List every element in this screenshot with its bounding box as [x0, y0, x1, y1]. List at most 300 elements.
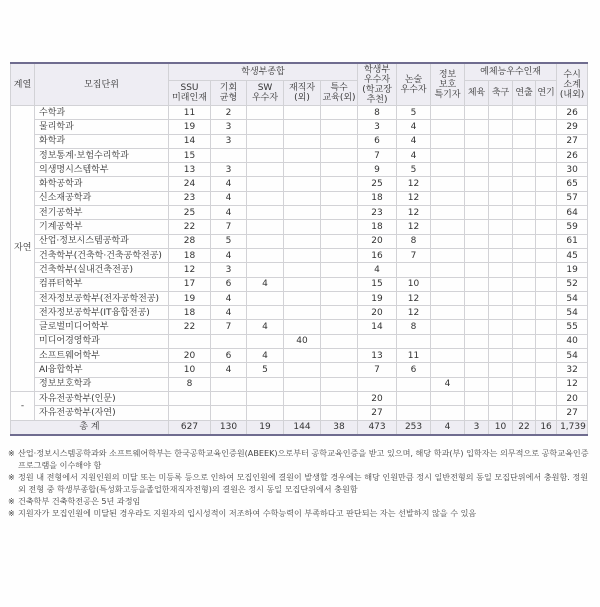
unit-name: 산업·정보시스템공학과	[35, 234, 169, 248]
quota-cell-sw	[247, 391, 284, 405]
quota-cell-act	[536, 306, 557, 320]
unit-name: 소프트웨어학부	[35, 349, 169, 363]
total-cell-sw: 19	[247, 420, 284, 435]
table-row	[11, 148, 588, 162]
table-row	[11, 120, 588, 134]
table-row	[11, 206, 588, 220]
table-row	[11, 391, 588, 405]
header-employed: 재직자 (외)	[284, 81, 321, 106]
quota-cell-sw	[247, 120, 284, 134]
admission-table-wrapper	[10, 62, 588, 436]
quota-cell-soc	[489, 148, 513, 162]
quota-cell-essay: 5	[397, 106, 431, 120]
quota-cell-sw: 4	[247, 320, 284, 334]
table-row	[11, 191, 588, 205]
quota-cell-total: 30	[557, 163, 588, 177]
unit-name: 화학과	[35, 134, 169, 148]
quota-cell-essay: 12	[397, 306, 431, 320]
table-row	[11, 406, 588, 420]
quota-cell-sch	[358, 334, 397, 348]
quota-cell-dir	[513, 320, 536, 334]
quota-cell-ssu: 24	[169, 177, 211, 191]
quota-cell-pe	[465, 406, 489, 420]
quota-cell-emp	[284, 306, 321, 320]
header-acting: 연기	[536, 81, 557, 106]
quota-cell-act	[536, 248, 557, 262]
quota-cell-bal: 6	[211, 349, 247, 363]
quota-cell-spec	[321, 148, 358, 162]
quota-cell-dir	[513, 106, 536, 120]
quota-cell-essay: 5	[397, 163, 431, 177]
quota-cell-essay	[397, 391, 431, 405]
quota-cell-ssu: 19	[169, 120, 211, 134]
table-row	[11, 334, 588, 348]
quota-cell-sch: 16	[358, 248, 397, 262]
quota-cell-soc	[489, 277, 513, 291]
unit-name: 기계공학부	[35, 220, 169, 234]
table-header	[11, 63, 588, 106]
total-cell-pe: 3	[465, 420, 489, 435]
header-pe: 체육	[465, 81, 489, 106]
quota-cell-info	[431, 320, 465, 334]
header-ssu: SSU 미래인재	[169, 81, 211, 106]
quota-cell-pe	[465, 363, 489, 377]
table-row	[11, 106, 588, 120]
quota-cell-ssu: 20	[169, 349, 211, 363]
quota-cell-essay: 4	[397, 134, 431, 148]
quota-cell-ssu: 13	[169, 163, 211, 177]
admission-quota-table	[10, 62, 588, 436]
total-label: 총 계	[11, 420, 169, 435]
quota-cell-act	[536, 220, 557, 234]
quota-cell-spec	[321, 391, 358, 405]
quota-cell-dir	[513, 406, 536, 420]
quota-cell-dir	[513, 263, 536, 277]
header-directing: 연출	[513, 81, 536, 106]
quota-cell-act	[536, 363, 557, 377]
quota-cell-total: 45	[557, 248, 588, 262]
quota-cell-soc	[489, 234, 513, 248]
quota-cell-spec	[321, 306, 358, 320]
quota-cell-sch: 14	[358, 320, 397, 334]
quota-cell-bal: 4	[211, 177, 247, 191]
quota-cell-spec	[321, 377, 358, 391]
quota-cell-bal: 3	[211, 134, 247, 148]
quota-cell-act	[536, 263, 557, 277]
quota-cell-total: 61	[557, 234, 588, 248]
unit-name: 글로벌미디어학부	[35, 320, 169, 334]
quota-cell-act	[536, 291, 557, 305]
quota-cell-soc	[489, 334, 513, 348]
quota-cell-spec	[321, 177, 358, 191]
quota-cell-dir	[513, 191, 536, 205]
unit-name: 전자정보공학부(IT융합전공)	[35, 306, 169, 320]
quota-cell-bal: 4	[211, 248, 247, 262]
quota-cell-soc	[489, 349, 513, 363]
quota-cell-bal	[211, 391, 247, 405]
quota-cell-essay	[397, 406, 431, 420]
table-row	[11, 306, 588, 320]
quota-cell-dir	[513, 163, 536, 177]
quota-cell-emp	[284, 349, 321, 363]
header-sw: SW 우수자	[247, 81, 284, 106]
quota-cell-essay: 12	[397, 291, 431, 305]
quota-cell-pe	[465, 334, 489, 348]
quota-cell-dir	[513, 148, 536, 162]
quota-cell-emp	[284, 320, 321, 334]
quota-cell-bal: 3	[211, 163, 247, 177]
total-cell-act: 16	[536, 420, 557, 435]
quota-cell-ssu: 17	[169, 277, 211, 291]
footnote: ※ 정원 내 전형에서 지원인원의 미달 또는 미등록 등으로 인하여 모집인원에 결원이 발생할 경우에는 해당 인원만큼 정시 일반전형의 동일 모집단위에서 충원함. 정원 외 전형 중 학생부종합(특성화고등을졸업한재직자전형)의 결원은 정시 동일 모집단위에서 충원함	[8, 472, 589, 494]
quota-cell-soc	[489, 363, 513, 377]
unit-name: 건축학부(실내건축전공)	[35, 263, 169, 277]
quota-cell-total: 54	[557, 291, 588, 305]
quota-cell-total: 20	[557, 391, 588, 405]
quota-cell-emp	[284, 191, 321, 205]
quota-cell-ssu: 22	[169, 320, 211, 334]
quota-cell-emp	[284, 277, 321, 291]
quota-cell-sw	[247, 220, 284, 234]
quota-cell-emp	[284, 134, 321, 148]
quota-cell-sw	[247, 191, 284, 205]
quota-cell-act	[536, 206, 557, 220]
quota-cell-bal	[211, 377, 247, 391]
quota-cell-bal: 3	[211, 120, 247, 134]
quota-cell-soc	[489, 391, 513, 405]
quota-cell-sw	[247, 134, 284, 148]
footnote: ※ 산업·정보시스템공학과와 소프트웨어학부는 한국공학교육인증원(ABEEK)으로부터 공학교육인증을 받고 있으며, 해당 학과(부) 입학자는 의무적으로 공학교육인증 프로그램을 이수해야 함	[8, 448, 589, 470]
quota-cell-act	[536, 320, 557, 334]
quota-cell-info	[431, 148, 465, 162]
quota-cell-essay: 8	[397, 234, 431, 248]
quota-cell-total: 26	[557, 106, 588, 120]
quota-cell-pe	[465, 377, 489, 391]
quota-cell-soc	[489, 320, 513, 334]
quota-cell-ssu	[169, 406, 211, 420]
quota-cell-essay: 4	[397, 120, 431, 134]
quota-cell-total: 54	[557, 306, 588, 320]
header-total: 수시 소계 (내외)	[557, 63, 588, 106]
quota-cell-dir	[513, 206, 536, 220]
unit-name: 정보보호학과	[35, 377, 169, 391]
quota-cell-sch: 19	[358, 291, 397, 305]
quota-cell-essay: 12	[397, 191, 431, 205]
total-cell-bal: 130	[211, 420, 247, 435]
quota-cell-sch: 18	[358, 191, 397, 205]
quota-cell-soc	[489, 134, 513, 148]
quota-cell-essay: 11	[397, 349, 431, 363]
total-cell-info: 4	[431, 420, 465, 435]
quota-cell-spec	[321, 406, 358, 420]
quota-cell-ssu: 22	[169, 220, 211, 234]
quota-cell-ssu: 10	[169, 363, 211, 377]
quota-cell-info	[431, 306, 465, 320]
quota-cell-sch: 13	[358, 349, 397, 363]
quota-cell-total: 27	[557, 406, 588, 420]
quota-cell-ssu: 15	[169, 148, 211, 162]
quota-cell-act	[536, 377, 557, 391]
header-balance: 기회 균형	[211, 81, 247, 106]
quota-cell-act	[536, 349, 557, 363]
quota-cell-total: 26	[557, 148, 588, 162]
table-row	[11, 134, 588, 148]
quota-cell-pe	[465, 106, 489, 120]
quota-cell-soc	[489, 120, 513, 134]
total-cell-spec: 38	[321, 420, 358, 435]
quota-cell-spec	[321, 277, 358, 291]
quota-cell-sch: 8	[358, 106, 397, 120]
header-infosec: 정보 보호 특기자	[431, 63, 465, 106]
table-row	[11, 349, 588, 363]
quota-cell-total: 40	[557, 334, 588, 348]
unit-name: 전자정보공학부(전자공학전공)	[35, 291, 169, 305]
table-body	[11, 106, 588, 435]
total-cell-essay: 253	[397, 420, 431, 435]
footnotes	[8, 447, 590, 519]
quota-cell-act	[536, 177, 557, 191]
unit-name: AI융합학부	[35, 363, 169, 377]
quota-cell-soc	[489, 163, 513, 177]
quota-cell-pe	[465, 349, 489, 363]
quota-cell-sw	[247, 306, 284, 320]
quota-cell-essay	[397, 263, 431, 277]
quota-cell-info	[431, 120, 465, 134]
quota-cell-bal: 7	[211, 220, 247, 234]
quota-cell-sw: 4	[247, 277, 284, 291]
quota-cell-dir	[513, 391, 536, 405]
quota-cell-total: 54	[557, 349, 588, 363]
table-row	[11, 248, 588, 262]
quota-cell-act	[536, 120, 557, 134]
quota-cell-spec	[321, 206, 358, 220]
quota-cell-essay: 4	[397, 148, 431, 162]
quota-cell-soc	[489, 106, 513, 120]
quota-cell-sw	[247, 234, 284, 248]
quota-cell-spec	[321, 248, 358, 262]
quota-cell-sw: 5	[247, 363, 284, 377]
quota-cell-pe	[465, 148, 489, 162]
quota-cell-info: 4	[431, 377, 465, 391]
quota-cell-spec	[321, 349, 358, 363]
quota-cell-dir	[513, 363, 536, 377]
quota-cell-sw	[247, 291, 284, 305]
table-row	[11, 320, 588, 334]
quota-cell-ssu: 23	[169, 191, 211, 205]
quota-cell-pe	[465, 306, 489, 320]
quota-cell-emp	[284, 206, 321, 220]
quota-cell-bal: 4	[211, 306, 247, 320]
header-school-recommend: 학생부 우수자 (학교장 추천)	[358, 63, 397, 106]
quota-cell-bal: 4	[211, 191, 247, 205]
header-group: 계열	[11, 63, 35, 106]
quota-cell-emp	[284, 248, 321, 262]
quota-cell-dir	[513, 134, 536, 148]
quota-cell-soc	[489, 406, 513, 420]
quota-cell-sw	[247, 206, 284, 220]
quota-cell-dir	[513, 334, 536, 348]
quota-cell-soc	[489, 306, 513, 320]
quota-cell-sch: 20	[358, 306, 397, 320]
unit-name: 물리학과	[35, 120, 169, 134]
quota-cell-pe	[465, 206, 489, 220]
total-row	[11, 420, 588, 435]
unit-name: 수학과	[35, 106, 169, 120]
quota-cell-essay: 7	[397, 248, 431, 262]
table-row	[11, 363, 588, 377]
quota-cell-info	[431, 177, 465, 191]
quota-cell-act	[536, 191, 557, 205]
total-cell-sch: 473	[358, 420, 397, 435]
quota-cell-pe	[465, 234, 489, 248]
quota-cell-total: 32	[557, 363, 588, 377]
quota-cell-essay	[397, 334, 431, 348]
quota-cell-ssu: 12	[169, 263, 211, 277]
quota-cell-info	[431, 206, 465, 220]
quota-cell-bal	[211, 148, 247, 162]
quota-cell-total: 65	[557, 177, 588, 191]
quota-cell-total: 12	[557, 377, 588, 391]
quota-cell-ssu: 11	[169, 106, 211, 120]
quota-cell-bal: 2	[211, 106, 247, 120]
quota-cell-act	[536, 148, 557, 162]
unit-name: 의생명시스템학부	[35, 163, 169, 177]
unit-name: 컴퓨터학부	[35, 277, 169, 291]
quota-cell-sw	[247, 148, 284, 162]
quota-cell-soc	[489, 191, 513, 205]
quota-cell-emp	[284, 234, 321, 248]
quota-cell-spec	[321, 263, 358, 277]
quota-cell-bal: 4	[211, 363, 247, 377]
header-arts-sports: 예체능우수인재	[465, 63, 557, 81]
quota-cell-soc	[489, 220, 513, 234]
quota-cell-spec	[321, 320, 358, 334]
quota-cell-bal: 6	[211, 277, 247, 291]
quota-cell-total: 52	[557, 277, 588, 291]
quota-cell-info	[431, 220, 465, 234]
quota-cell-sch: 20	[358, 234, 397, 248]
quota-cell-pe	[465, 263, 489, 277]
quota-cell-pe	[465, 220, 489, 234]
quota-cell-ssu	[169, 391, 211, 405]
quota-cell-info	[431, 291, 465, 305]
quota-cell-emp: 40	[284, 334, 321, 348]
quota-cell-sch: 4	[358, 263, 397, 277]
quota-cell-soc	[489, 177, 513, 191]
quota-cell-spec	[321, 163, 358, 177]
quota-cell-essay: 6	[397, 363, 431, 377]
quota-cell-essay: 12	[397, 220, 431, 234]
quota-cell-sch: 6	[358, 134, 397, 148]
quota-cell-ssu: 18	[169, 248, 211, 262]
quota-cell-dir	[513, 377, 536, 391]
quota-cell-bal: 7	[211, 320, 247, 334]
quota-cell-info	[431, 234, 465, 248]
quota-cell-pe	[465, 291, 489, 305]
quota-cell-sch: 7	[358, 148, 397, 162]
quota-cell-sw: 4	[247, 349, 284, 363]
table-row	[11, 263, 588, 277]
quota-cell-act	[536, 163, 557, 177]
table-row	[11, 377, 588, 391]
quota-cell-info	[431, 391, 465, 405]
quota-cell-soc	[489, 248, 513, 262]
table-row	[11, 220, 588, 234]
unit-name: 신소재공학과	[35, 191, 169, 205]
quota-cell-essay: 10	[397, 277, 431, 291]
quota-cell-ssu: 19	[169, 291, 211, 305]
quota-cell-sw	[247, 334, 284, 348]
quota-cell-bal: 4	[211, 206, 247, 220]
quota-cell-sch: 18	[358, 220, 397, 234]
quota-cell-pe	[465, 248, 489, 262]
quota-cell-emp	[284, 363, 321, 377]
quota-cell-ssu: 28	[169, 234, 211, 248]
quota-cell-sch: 27	[358, 406, 397, 420]
total-cell-soc: 10	[489, 420, 513, 435]
quota-cell-sw	[247, 248, 284, 262]
quota-cell-bal: 3	[211, 263, 247, 277]
quota-cell-total: 19	[557, 263, 588, 277]
quota-cell-pe	[465, 134, 489, 148]
quota-cell-dir	[513, 291, 536, 305]
quota-cell-emp	[284, 120, 321, 134]
quota-cell-info	[431, 334, 465, 348]
quota-cell-emp	[284, 177, 321, 191]
table-row	[11, 177, 588, 191]
quota-cell-total: 57	[557, 191, 588, 205]
quota-cell-info	[431, 248, 465, 262]
quota-cell-soc	[489, 263, 513, 277]
quota-cell-essay: 12	[397, 177, 431, 191]
quota-cell-total: 27	[557, 134, 588, 148]
table-row	[11, 163, 588, 177]
unit-name: 자유전공학부(인문)	[35, 391, 169, 405]
quota-cell-spec	[321, 234, 358, 248]
quota-cell-sch: 9	[358, 163, 397, 177]
header-unit: 모집단위	[35, 63, 169, 106]
quota-cell-emp	[284, 220, 321, 234]
quota-cell-emp	[284, 148, 321, 162]
quota-cell-total: 64	[557, 206, 588, 220]
quota-cell-ssu: 18	[169, 306, 211, 320]
unit-name: 전기공학부	[35, 206, 169, 220]
quota-cell-sch: 15	[358, 277, 397, 291]
quota-cell-sch: 20	[358, 391, 397, 405]
quota-cell-act	[536, 134, 557, 148]
table-row	[11, 291, 588, 305]
quota-cell-act	[536, 234, 557, 248]
table-row	[11, 277, 588, 291]
quota-cell-total: 55	[557, 320, 588, 334]
group-cell: 자연	[11, 106, 35, 392]
quota-cell-pe	[465, 163, 489, 177]
quota-cell-sch	[358, 377, 397, 391]
quota-cell-spec	[321, 191, 358, 205]
header-student-comprehensive: 학생부종합	[169, 63, 358, 81]
quota-cell-sw	[247, 263, 284, 277]
quota-cell-sch: 25	[358, 177, 397, 191]
quota-cell-essay: 12	[397, 206, 431, 220]
quota-cell-total: 29	[557, 120, 588, 134]
quota-cell-dir	[513, 177, 536, 191]
total-cell-dir: 22	[513, 420, 536, 435]
header-soccer: 축구	[489, 81, 513, 106]
unit-name: 화학공학과	[35, 177, 169, 191]
quota-cell-pe	[465, 277, 489, 291]
quota-cell-spec	[321, 291, 358, 305]
quota-cell-bal: 4	[211, 291, 247, 305]
